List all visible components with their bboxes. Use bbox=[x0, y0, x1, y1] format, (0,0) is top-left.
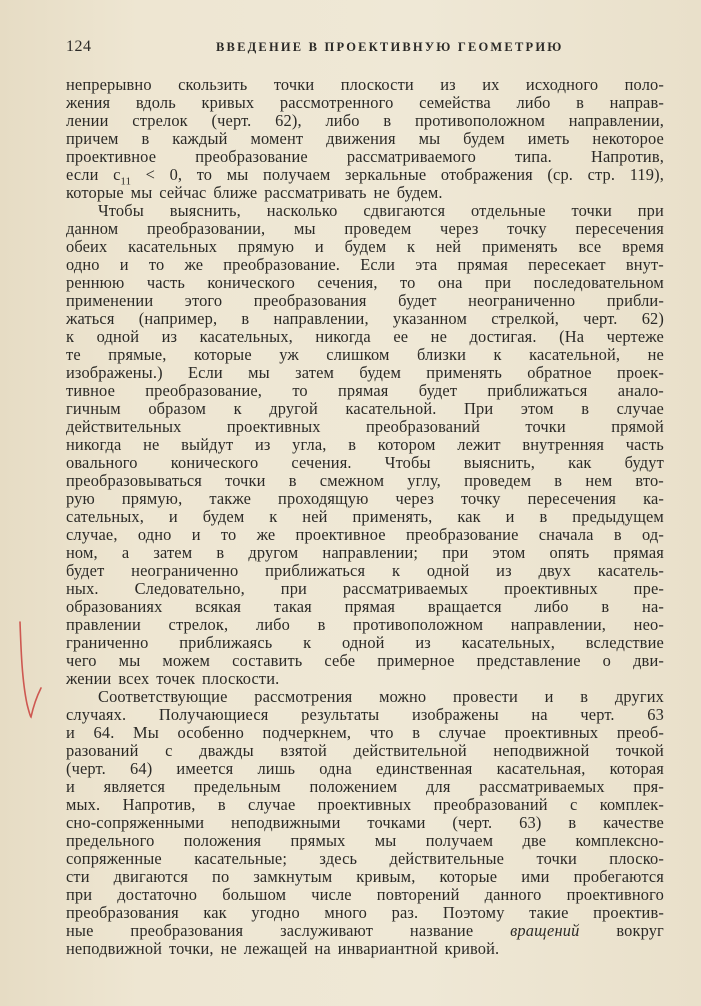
text-line: никогда не выйдут из угла, в котором лежит внутренняя часть bbox=[66, 435, 664, 454]
text-line: овального конического сечения. Чтобы выяснить, как будут bbox=[66, 453, 664, 472]
text-line: если $c_{11}$ < 0, то мы получаем зеркальные отображения (ср. стр. 119), bbox=[66, 165, 664, 188]
text-line: неподвижной точки, не лежащей на инвариантной кривой. bbox=[66, 939, 500, 958]
text-line: реннюю часть конического сечения, то она при последовательном bbox=[66, 273, 664, 292]
text-line: к одной из касательных, никогда ее не достигая. (На чертеже bbox=[66, 327, 664, 346]
text-line: тивное преобразование, то прямая будет приближаться анало- bbox=[66, 381, 664, 400]
text-line: обеих касательных прямую и будем к ней применять все время bbox=[66, 237, 664, 256]
text-line: применении этого преобразования будет неограниченно прибли- bbox=[66, 291, 664, 310]
text-line: изображены.) Если мы затем будем применять обратное проек- bbox=[66, 363, 664, 382]
text-line: и является предельным положением для рассматриваемых пря- bbox=[66, 777, 664, 796]
text-line: жении всех точек плоскости. bbox=[66, 669, 280, 688]
page-number: 124 bbox=[66, 38, 92, 55]
text-line: проективное преобразование рассматриваемого типа. Напротив, bbox=[66, 147, 664, 166]
text-line: которые мы сейчас ближе рассматривать не будем. bbox=[66, 183, 443, 202]
text-line: те прямые, которые уж слишком близки к касательной, не bbox=[66, 345, 664, 364]
text-line: и 64. Мы особенно подчеркнем, что в случае проективных преоб- bbox=[66, 723, 664, 742]
paragraph bbox=[66, 201, 664, 687]
text-line: случаях. Получающиеся результаты изображены на черт. 63 bbox=[66, 705, 664, 724]
text-line: данном преобразовании, мы проведем через точку пересечения bbox=[66, 219, 664, 238]
text-line: будет неограниченно приближаться к одной из двух касатель- bbox=[66, 561, 664, 580]
text-line: Чтобы выяснить, насколько сдвигаются отдельные точки при bbox=[98, 201, 664, 220]
text-line: случае, одно и то же проективное преобразование сначала в од- bbox=[66, 525, 664, 544]
text-line: непрерывно скользить точки плоскости из их исходного поло- bbox=[66, 75, 664, 94]
page-header bbox=[0, 38, 701, 62]
text-line: сти двигаются по замкнутым кривым, которые ими пробегаются bbox=[66, 867, 664, 886]
text-line: (черт. 64) имеется лишь одна единственная касательная, которая bbox=[66, 759, 664, 778]
paragraph bbox=[66, 687, 664, 957]
text-line: ном, а затем в другом направлении; при этом опять прямая bbox=[66, 543, 664, 562]
text-line: преобразовываться точки в смежном углу, проведем в нем вто- bbox=[66, 471, 664, 490]
text-line: сательных, и будем к ней применять, как и в предыдущем bbox=[66, 507, 664, 526]
text-line: гичным образом к другой касательной. При этом в случае bbox=[66, 399, 664, 418]
text-line: сно-сопряженными неподвижными точками (черт. 63) в качестве bbox=[66, 813, 664, 832]
text-line: мых. Напротив, в случае проективных преобразований с комплек- bbox=[66, 795, 664, 814]
text-line: причем в каждый момент движения мы будем иметь некоторое bbox=[66, 129, 664, 148]
text-line: предельного положения прямых мы получаем две комплексно- bbox=[66, 831, 664, 850]
margin-pencil-mark-icon bbox=[14, 620, 44, 720]
text-line: сопряженные касательные; здесь действительные точки плоско- bbox=[66, 849, 664, 868]
text-line: правлении стрелок, либо в противоположном направлении, нео- bbox=[66, 615, 664, 634]
text-line: граниченно приближаясь к одной из касательных, вследствие bbox=[66, 633, 664, 652]
running-title: ВВЕДЕНИЕ В ПРОЕКТИВНУЮ ГЕОМЕТРИЮ bbox=[216, 40, 564, 54]
text-line: при достаточно большом числе повторений данного проективного bbox=[66, 885, 664, 904]
text-line: одно и то же преобразование. Если эта прямая пересекает внут- bbox=[66, 255, 664, 274]
text-line: чего мы можем составить себе примерное представление о дви- bbox=[66, 651, 664, 670]
text-line: ные преобразования заслуживают название вращений вокруг bbox=[66, 921, 664, 940]
text-line: действительных проективных преобразований точки прямой bbox=[66, 417, 664, 436]
text-line: разований с дважды взятой действительной неподвижной точкой bbox=[66, 741, 664, 760]
text-line: рую прямую, также проходящую через точку пересечения ка- bbox=[66, 489, 664, 508]
paragraph bbox=[66, 75, 664, 201]
text-line: образованиях всякая такая прямая вращается либо в на- bbox=[66, 597, 664, 616]
text-line: жаться (например, в направлении, указанном стрелкой, черт. 62) bbox=[66, 309, 664, 328]
text-line: лении стрелок (черт. 62), либо в противоположном направлении, bbox=[66, 111, 664, 130]
text-line: жения вдоль кривых рассмотренного семейства либо в направ- bbox=[66, 93, 664, 112]
text-line: ных. Следовательно, при рассматриваемых проективных пре- bbox=[66, 579, 664, 598]
text-line: преобразования как угодно много раз. Поэтому такие проектив- bbox=[66, 903, 664, 922]
text-line: Соответствующие рассмотрения можно провести и в других bbox=[98, 687, 664, 706]
body-text bbox=[66, 75, 664, 957]
